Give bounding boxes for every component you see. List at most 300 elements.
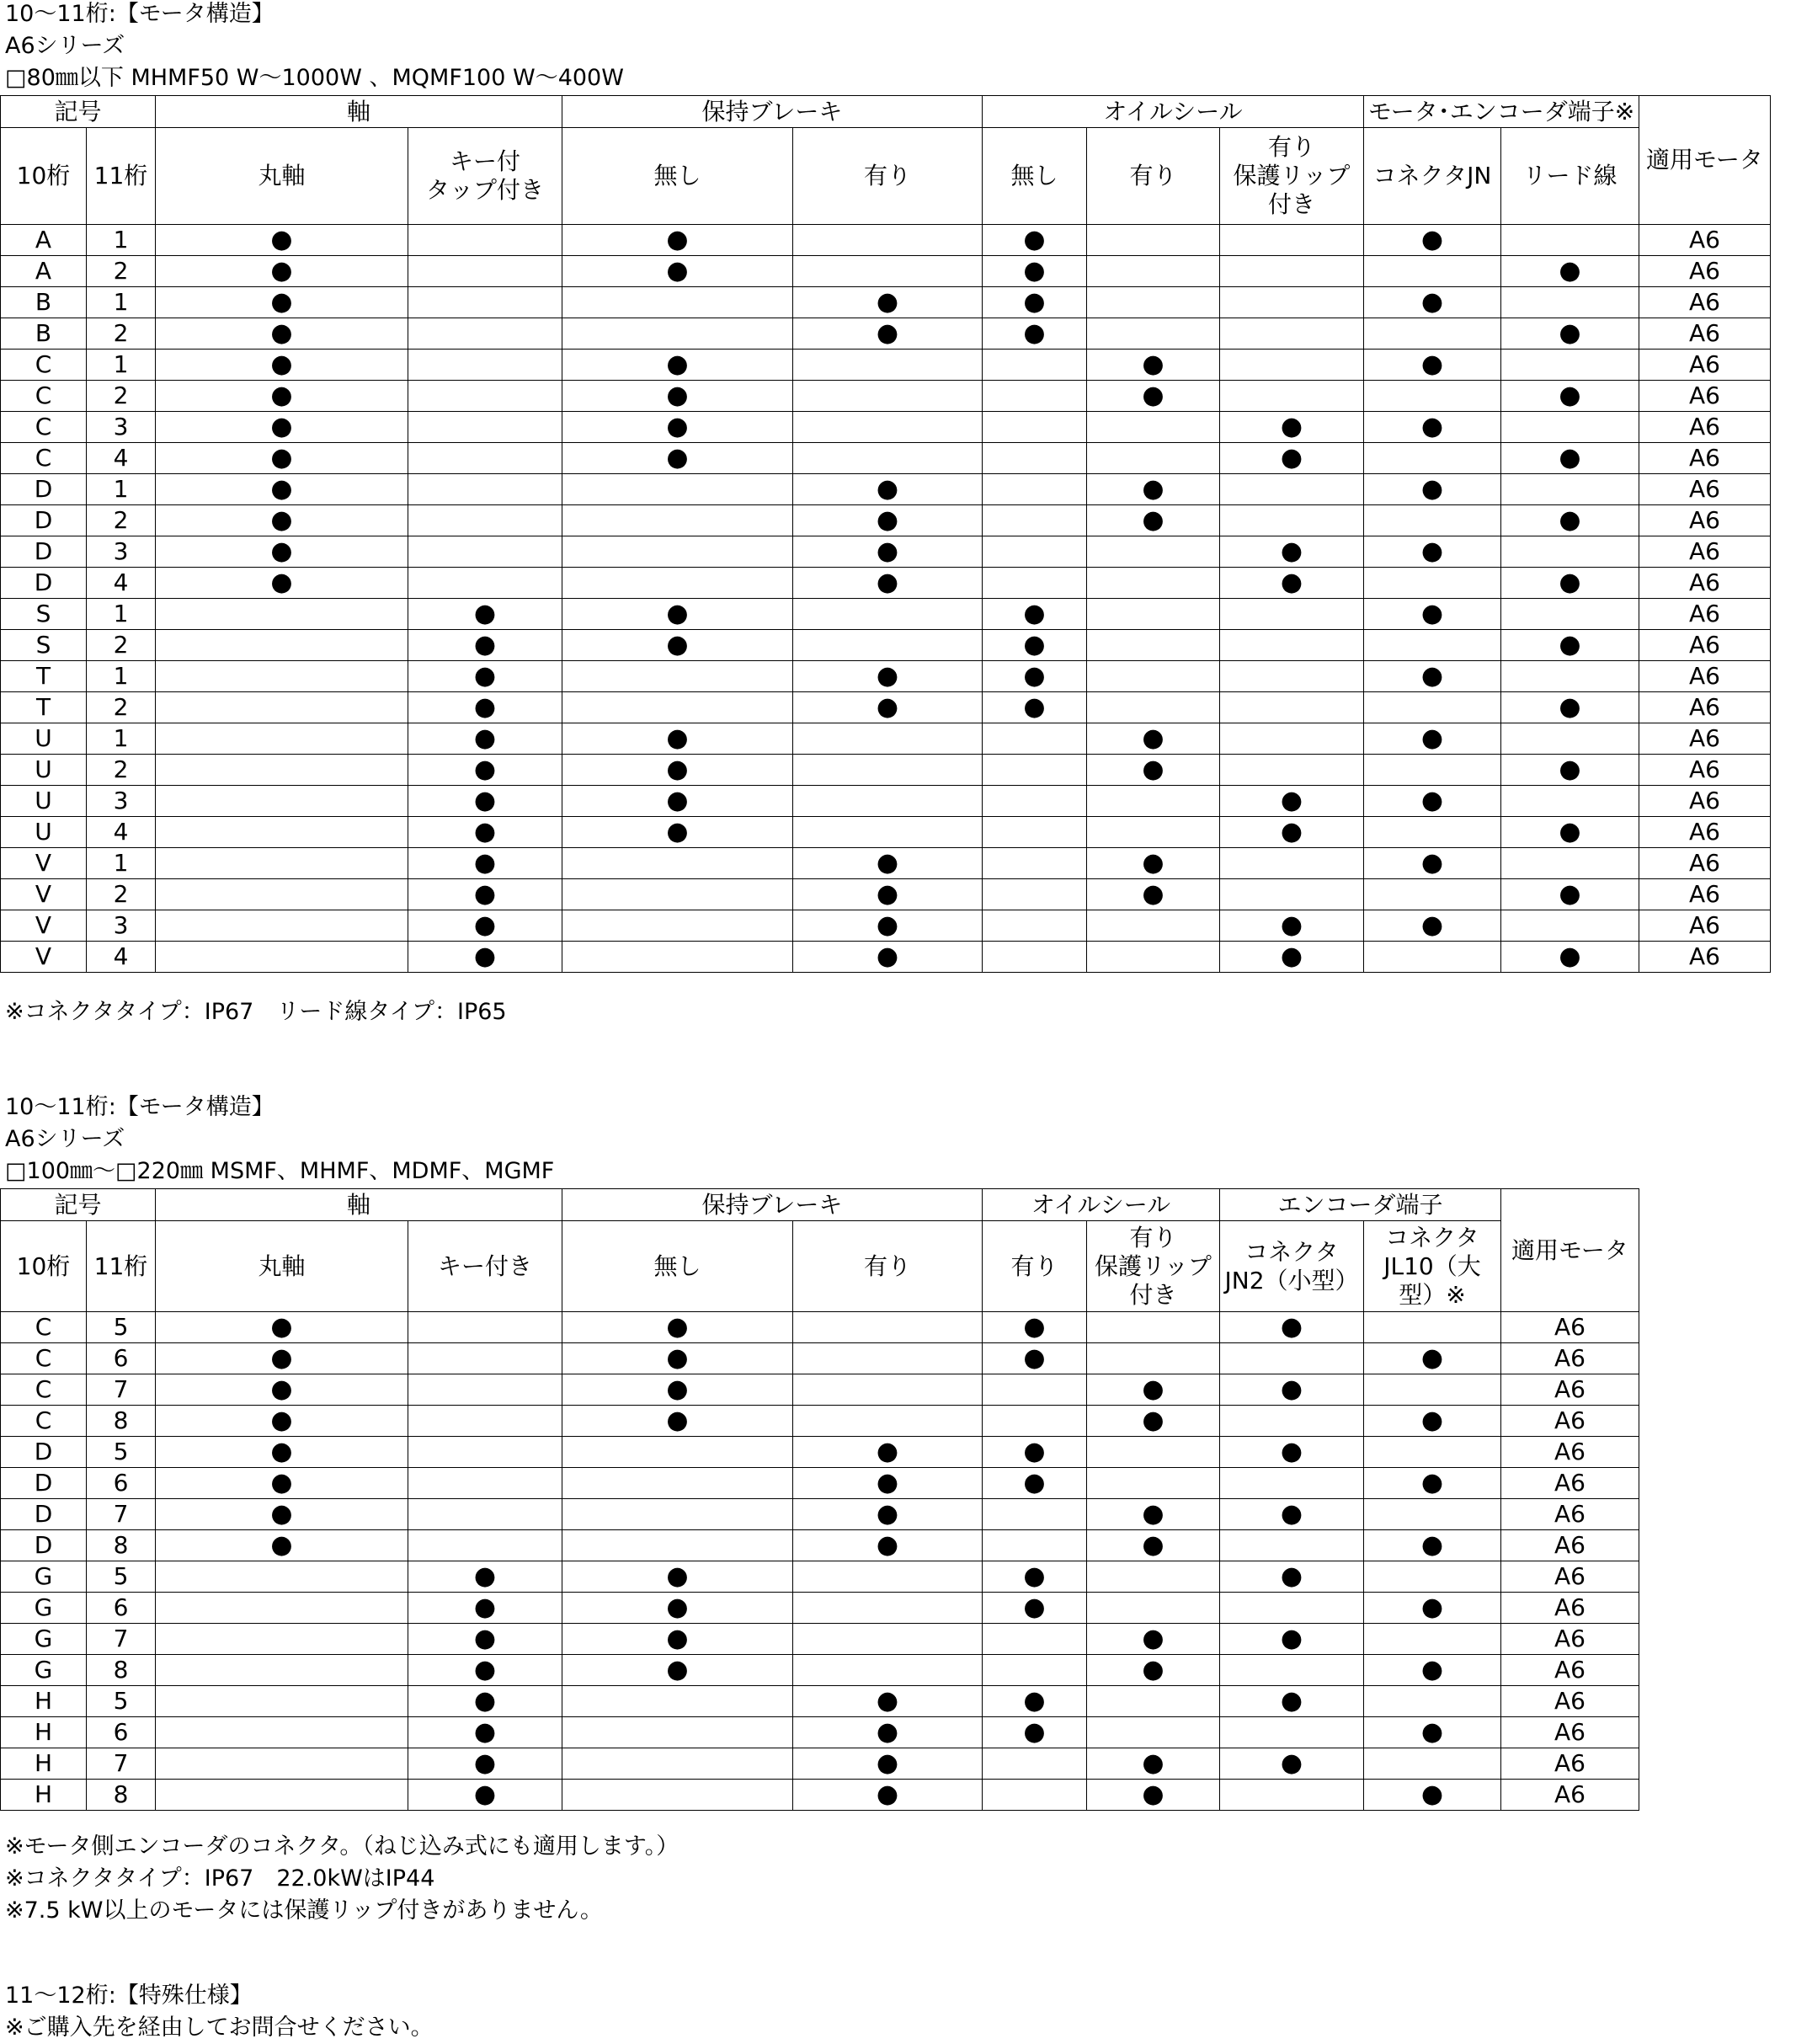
mark-cell bbox=[1220, 256, 1364, 287]
mark-cell bbox=[793, 1561, 983, 1593]
mark-cell bbox=[562, 1561, 793, 1593]
mark-cell bbox=[983, 1686, 1087, 1717]
mark-cell bbox=[562, 287, 793, 318]
filled-dot-mark: ● bbox=[1420, 848, 1444, 878]
mark-cell bbox=[1364, 1624, 1501, 1655]
mark-cell bbox=[1220, 1374, 1364, 1406]
filled-dot-mark: ● bbox=[666, 1593, 689, 1622]
mark-cell bbox=[1087, 786, 1220, 817]
mark-cell bbox=[156, 1499, 408, 1530]
digit10-cell: U bbox=[1, 723, 87, 755]
applicable-motor-cell: A6 bbox=[1501, 1406, 1639, 1437]
mark-cell bbox=[156, 443, 408, 474]
mark-cell bbox=[408, 1780, 562, 1811]
col-header-brake-yes: 有り bbox=[793, 128, 983, 225]
filled-dot-mark: ● bbox=[473, 1655, 497, 1684]
mark-cell bbox=[562, 1624, 793, 1655]
digit11-cell: 2 bbox=[87, 256, 156, 287]
filled-dot-mark: ● bbox=[1023, 1437, 1046, 1466]
mark-cell bbox=[1501, 630, 1639, 661]
mark-cell bbox=[1220, 1624, 1364, 1655]
filled-dot-mark: ● bbox=[1420, 1717, 1444, 1747]
mark-cell bbox=[562, 1717, 793, 1748]
filled-dot-mark: ● bbox=[473, 1686, 497, 1716]
mark-cell bbox=[1087, 1312, 1220, 1343]
section1-scope: □80㎜以下 MHMF50 W～1000W 、MQMF100 W～400W bbox=[5, 65, 624, 91]
filled-dot-mark: ● bbox=[666, 1312, 689, 1342]
filled-dot-mark: ● bbox=[666, 350, 689, 379]
mark-cell bbox=[1501, 536, 1639, 568]
mark-cell bbox=[408, 692, 562, 723]
mark-cell bbox=[408, 848, 562, 879]
mark-cell bbox=[1364, 1748, 1501, 1780]
mark-cell bbox=[156, 1593, 408, 1624]
mark-cell bbox=[562, 1499, 793, 1530]
filled-dot-mark: ● bbox=[270, 350, 293, 379]
mark-cell bbox=[1364, 318, 1501, 350]
filled-dot-mark: ● bbox=[1142, 1499, 1164, 1529]
mark-cell bbox=[983, 786, 1087, 817]
mark-cell bbox=[408, 318, 562, 350]
mark-cell bbox=[156, 568, 408, 599]
col-header-seal-yes: 有り bbox=[1087, 128, 1220, 225]
filled-dot-mark: ● bbox=[1420, 661, 1444, 691]
filled-dot-mark: ● bbox=[1023, 1561, 1046, 1591]
mark-cell bbox=[793, 381, 983, 412]
mark-cell bbox=[1220, 599, 1364, 630]
mark-cell bbox=[1220, 1468, 1364, 1499]
digit11-cell: 4 bbox=[87, 817, 156, 848]
filled-dot-mark: ● bbox=[1142, 1748, 1164, 1778]
digit10-cell: C bbox=[1, 1406, 87, 1437]
filled-dot-mark: ● bbox=[473, 755, 497, 784]
mark-cell bbox=[156, 630, 408, 661]
digit11-cell: 5 bbox=[87, 1561, 156, 1593]
filled-dot-mark: ● bbox=[1280, 568, 1303, 597]
digit10-cell: S bbox=[1, 599, 87, 630]
mark-cell bbox=[562, 692, 793, 723]
filled-dot-mark: ● bbox=[473, 692, 497, 722]
mark-cell bbox=[1087, 1468, 1220, 1499]
table-row bbox=[1, 287, 1771, 318]
applicable-motor-cell: A6 bbox=[1639, 661, 1771, 692]
filled-dot-mark: ● bbox=[876, 536, 899, 566]
digit11-cell: 2 bbox=[87, 630, 156, 661]
mark-cell bbox=[1087, 256, 1220, 287]
mark-cell bbox=[1501, 225, 1639, 256]
mark-cell bbox=[408, 350, 562, 381]
mark-cell bbox=[562, 1468, 793, 1499]
filled-dot-mark: ● bbox=[666, 443, 689, 472]
filled-dot-mark: ● bbox=[1280, 536, 1303, 566]
mark-cell bbox=[1220, 1561, 1364, 1593]
mark-cell bbox=[1220, 505, 1364, 536]
filled-dot-mark: ● bbox=[1023, 692, 1046, 722]
mark-cell bbox=[408, 1468, 562, 1499]
applicable-motor-cell: A6 bbox=[1639, 381, 1771, 412]
mark-cell bbox=[1364, 661, 1501, 692]
col-header-brake-yes: 有り bbox=[793, 1221, 983, 1312]
col-header-lead-wire: リード線 bbox=[1501, 128, 1639, 225]
filled-dot-mark: ● bbox=[1023, 1343, 1046, 1373]
table-row bbox=[1, 568, 1771, 599]
mark-cell bbox=[983, 1343, 1087, 1374]
filled-dot-mark: ● bbox=[1420, 1593, 1444, 1622]
digit10-cell: A bbox=[1, 256, 87, 287]
filled-dot-mark: ● bbox=[1420, 1406, 1444, 1435]
mark-cell bbox=[793, 755, 983, 786]
mark-cell bbox=[983, 661, 1087, 692]
digit11-cell: 1 bbox=[87, 599, 156, 630]
mark-cell bbox=[562, 1686, 793, 1717]
table-row bbox=[1, 879, 1771, 910]
section1-footnote: ※コネクタタイプ：IP67 リード線タイプ：IP65 bbox=[5, 999, 507, 1025]
mark-cell bbox=[156, 287, 408, 318]
mark-cell bbox=[562, 630, 793, 661]
mark-cell bbox=[1364, 630, 1501, 661]
mark-cell bbox=[1220, 568, 1364, 599]
applicable-motor-cell: A6 bbox=[1639, 505, 1771, 536]
mark-cell bbox=[156, 1468, 408, 1499]
mark-cell bbox=[793, 1312, 983, 1343]
mark-cell bbox=[156, 1530, 408, 1561]
filled-dot-mark: ● bbox=[473, 661, 497, 691]
mark-cell bbox=[1364, 536, 1501, 568]
mark-cell bbox=[1501, 318, 1639, 350]
digit10-cell: G bbox=[1, 1593, 87, 1624]
filled-dot-mark: ● bbox=[1142, 723, 1164, 753]
table-row bbox=[1, 536, 1771, 568]
mark-cell bbox=[1087, 318, 1220, 350]
table-row bbox=[1, 474, 1771, 505]
section1-series: A6シリーズ bbox=[5, 33, 125, 59]
digit11-cell: 6 bbox=[87, 1593, 156, 1624]
filled-dot-mark: ● bbox=[1420, 599, 1444, 628]
group-header-shaft: 軸 bbox=[156, 1189, 562, 1221]
digit11-cell: 2 bbox=[87, 879, 156, 910]
mark-cell bbox=[408, 1374, 562, 1406]
mark-cell bbox=[1220, 1437, 1364, 1468]
mark-cell bbox=[156, 350, 408, 381]
digit10-cell: C bbox=[1, 1312, 87, 1343]
filled-dot-mark: ● bbox=[1023, 1717, 1046, 1747]
mark-cell bbox=[983, 910, 1087, 942]
digit10-cell: A bbox=[1, 225, 87, 256]
filled-dot-mark: ● bbox=[1280, 817, 1303, 846]
mark-cell bbox=[1364, 1780, 1501, 1811]
digit11-cell: 1 bbox=[87, 848, 156, 879]
filled-dot-mark: ● bbox=[1559, 755, 1581, 784]
applicable-motor-cell: A6 bbox=[1639, 879, 1771, 910]
table-row bbox=[1, 1624, 1639, 1655]
digit11-cell: 5 bbox=[87, 1437, 156, 1468]
mark-cell bbox=[408, 661, 562, 692]
table-row bbox=[1, 848, 1771, 879]
digit11-cell: 6 bbox=[87, 1717, 156, 1748]
mark-cell bbox=[983, 1655, 1087, 1686]
filled-dot-mark: ● bbox=[876, 1437, 899, 1466]
mark-cell bbox=[1087, 350, 1220, 381]
filled-dot-mark: ● bbox=[1142, 381, 1164, 410]
filled-dot-mark: ● bbox=[473, 630, 497, 659]
mark-cell bbox=[156, 1655, 408, 1686]
filled-dot-mark: ● bbox=[666, 599, 689, 628]
digit10-cell: T bbox=[1, 661, 87, 692]
filled-dot-mark: ● bbox=[1420, 536, 1444, 566]
filled-dot-mark: ● bbox=[1420, 474, 1444, 504]
mark-cell bbox=[1364, 412, 1501, 443]
mark-cell bbox=[1501, 942, 1639, 973]
mark-cell bbox=[1087, 1686, 1220, 1717]
mark-cell bbox=[1501, 848, 1639, 879]
mark-cell bbox=[562, 817, 793, 848]
mark-cell bbox=[156, 225, 408, 256]
filled-dot-mark: ● bbox=[876, 1468, 899, 1497]
mark-cell bbox=[1364, 786, 1501, 817]
mark-cell bbox=[1087, 381, 1220, 412]
mark-cell bbox=[1087, 1748, 1220, 1780]
mark-cell bbox=[156, 536, 408, 568]
filled-dot-mark: ● bbox=[1023, 1312, 1046, 1342]
mark-cell bbox=[1087, 1717, 1220, 1748]
filled-dot-mark: ● bbox=[1023, 225, 1046, 254]
mark-cell bbox=[793, 723, 983, 755]
mark-cell bbox=[793, 1686, 983, 1717]
mark-cell bbox=[562, 910, 793, 942]
filled-dot-mark: ● bbox=[876, 505, 899, 535]
section3-heading: 11～12桁:【特殊仕様】 bbox=[5, 1983, 253, 2009]
mark-cell bbox=[793, 443, 983, 474]
digit11-cell: 3 bbox=[87, 412, 156, 443]
applicable-motor-cell: A6 bbox=[1501, 1343, 1639, 1374]
applicable-motor-cell: A6 bbox=[1639, 350, 1771, 381]
applicable-motor-cell: A6 bbox=[1639, 848, 1771, 879]
filled-dot-mark: ● bbox=[1142, 1530, 1164, 1560]
mark-cell bbox=[1364, 350, 1501, 381]
mark-cell bbox=[156, 1312, 408, 1343]
filled-dot-mark: ● bbox=[666, 1561, 689, 1591]
digit11-cell: 1 bbox=[87, 287, 156, 318]
mark-cell bbox=[408, 381, 562, 412]
mark-cell bbox=[983, 1624, 1087, 1655]
filled-dot-mark: ● bbox=[1023, 1593, 1046, 1622]
mark-cell bbox=[793, 786, 983, 817]
mark-cell bbox=[562, 1655, 793, 1686]
mark-cell bbox=[1220, 1312, 1364, 1343]
digit10-cell: D bbox=[1, 474, 87, 505]
mark-cell bbox=[983, 256, 1087, 287]
filled-dot-mark: ● bbox=[270, 474, 293, 504]
mark-cell bbox=[1220, 1780, 1364, 1811]
mark-cell bbox=[156, 412, 408, 443]
filled-dot-mark: ● bbox=[1420, 1468, 1444, 1497]
mark-cell bbox=[793, 1624, 983, 1655]
mark-cell bbox=[983, 536, 1087, 568]
col-header-keyed: キー付き bbox=[408, 1221, 562, 1312]
table-row bbox=[1, 1593, 1639, 1624]
mark-cell bbox=[156, 474, 408, 505]
mark-cell bbox=[1364, 1468, 1501, 1499]
mark-cell bbox=[562, 1780, 793, 1811]
digit10-cell: V bbox=[1, 910, 87, 942]
filled-dot-mark: ● bbox=[1142, 848, 1164, 878]
applicable-motor-cell: A6 bbox=[1639, 630, 1771, 661]
filled-dot-mark: ● bbox=[876, 1686, 899, 1716]
applicable-motor-cell: A6 bbox=[1639, 599, 1771, 630]
applicable-motor-cell: A6 bbox=[1501, 1624, 1639, 1655]
mark-cell bbox=[1087, 1561, 1220, 1593]
filled-dot-mark: ● bbox=[270, 412, 293, 441]
mark-cell bbox=[983, 474, 1087, 505]
filled-dot-mark: ● bbox=[666, 630, 689, 659]
table-body bbox=[1, 225, 1771, 973]
mark-cell bbox=[156, 755, 408, 786]
table-row bbox=[1, 505, 1771, 536]
mark-cell bbox=[1220, 225, 1364, 256]
mark-cell bbox=[793, 1343, 983, 1374]
mark-cell bbox=[1087, 225, 1220, 256]
mark-cell bbox=[1220, 381, 1364, 412]
table-row bbox=[1, 786, 1771, 817]
filled-dot-mark: ● bbox=[1559, 817, 1581, 846]
filled-dot-mark: ● bbox=[1142, 879, 1164, 909]
table-row bbox=[1, 661, 1771, 692]
digit11-cell: 4 bbox=[87, 568, 156, 599]
mark-cell bbox=[408, 536, 562, 568]
mark-cell bbox=[1087, 1530, 1220, 1561]
applicable-motor-cell: A6 bbox=[1501, 1686, 1639, 1717]
mark-cell bbox=[983, 1374, 1087, 1406]
section2-footnote-3: ※7.5 kW以上のモータには保護リップ付きがありません。 bbox=[5, 1897, 603, 1924]
group-header-code: 記号 bbox=[1, 96, 156, 128]
mark-cell bbox=[408, 287, 562, 318]
mark-cell bbox=[562, 848, 793, 879]
mark-cell bbox=[793, 1530, 983, 1561]
filled-dot-mark: ● bbox=[270, 536, 293, 566]
digit11-cell: 1 bbox=[87, 225, 156, 256]
filled-dot-mark: ● bbox=[473, 942, 497, 971]
mark-cell bbox=[1220, 1748, 1364, 1780]
mark-cell bbox=[793, 350, 983, 381]
applicable-motor-cell: A6 bbox=[1501, 1717, 1639, 1748]
mark-cell bbox=[562, 350, 793, 381]
mark-cell bbox=[156, 1561, 408, 1593]
filled-dot-mark: ● bbox=[1559, 568, 1581, 597]
mark-cell bbox=[1087, 755, 1220, 786]
mark-cell bbox=[1501, 599, 1639, 630]
applicable-motor-cell: A6 bbox=[1639, 910, 1771, 942]
filled-dot-mark: ● bbox=[1280, 443, 1303, 472]
applicable-motor-cell: A6 bbox=[1501, 1655, 1639, 1686]
filled-dot-mark: ● bbox=[666, 381, 689, 410]
filled-dot-mark: ● bbox=[876, 661, 899, 691]
mark-cell bbox=[1220, 1499, 1364, 1530]
filled-dot-mark: ● bbox=[1023, 1468, 1046, 1497]
filled-dot-mark: ● bbox=[1142, 1624, 1164, 1653]
mark-cell bbox=[793, 1437, 983, 1468]
mark-cell bbox=[1501, 474, 1639, 505]
mark-cell bbox=[408, 505, 562, 536]
filled-dot-mark: ● bbox=[1142, 1406, 1164, 1435]
mark-cell bbox=[983, 599, 1087, 630]
mark-cell bbox=[562, 661, 793, 692]
mark-cell bbox=[793, 661, 983, 692]
digit11-cell: 4 bbox=[87, 942, 156, 973]
digit10-cell: D bbox=[1, 1468, 87, 1499]
mark-cell bbox=[156, 910, 408, 942]
table-row bbox=[1, 1437, 1639, 1468]
mark-cell bbox=[1087, 1374, 1220, 1406]
mark-cell bbox=[983, 1780, 1087, 1811]
mark-cell bbox=[1220, 412, 1364, 443]
digit11-cell: 7 bbox=[87, 1748, 156, 1780]
mark-cell bbox=[793, 412, 983, 443]
mark-cell bbox=[1220, 1686, 1364, 1717]
mark-cell bbox=[1087, 879, 1220, 910]
mark-cell bbox=[562, 1312, 793, 1343]
mark-cell bbox=[1364, 505, 1501, 536]
filled-dot-mark: ● bbox=[666, 1374, 689, 1404]
mark-cell bbox=[156, 318, 408, 350]
mark-cell bbox=[983, 412, 1087, 443]
mark-cell bbox=[1220, 1717, 1364, 1748]
filled-dot-mark: ● bbox=[270, 568, 293, 597]
mark-cell bbox=[793, 568, 983, 599]
digit11-cell: 6 bbox=[87, 1468, 156, 1499]
mark-cell bbox=[156, 1717, 408, 1748]
col-header-connector-jn: コネクタJN bbox=[1364, 128, 1501, 225]
mark-cell bbox=[562, 879, 793, 910]
mark-cell bbox=[408, 942, 562, 973]
filled-dot-mark: ● bbox=[666, 1406, 689, 1435]
digit10-cell: U bbox=[1, 786, 87, 817]
filled-dot-mark: ● bbox=[1023, 599, 1046, 628]
applicable-motor-cell: A6 bbox=[1639, 474, 1771, 505]
filled-dot-mark: ● bbox=[1023, 661, 1046, 691]
mark-cell bbox=[408, 1593, 562, 1624]
mark-cell bbox=[1220, 630, 1364, 661]
mark-cell bbox=[793, 287, 983, 318]
mark-cell bbox=[408, 1748, 562, 1780]
filled-dot-mark: ● bbox=[1142, 755, 1164, 784]
digit11-cell: 1 bbox=[87, 350, 156, 381]
mark-cell bbox=[562, 568, 793, 599]
applicable-motor-cell: A6 bbox=[1639, 755, 1771, 786]
filled-dot-mark: ● bbox=[1280, 942, 1303, 971]
motor-structure-table-small bbox=[0, 95, 1771, 973]
filled-dot-mark: ● bbox=[1280, 1312, 1303, 1342]
table-row bbox=[1, 723, 1771, 755]
mark-cell bbox=[1220, 1530, 1364, 1561]
mark-cell bbox=[1220, 474, 1364, 505]
applicable-motor-cell: A6 bbox=[1639, 256, 1771, 287]
digit10-cell: V bbox=[1, 879, 87, 910]
filled-dot-mark: ● bbox=[666, 1343, 689, 1373]
filled-dot-mark: ● bbox=[270, 1530, 293, 1560]
mark-cell bbox=[1501, 256, 1639, 287]
filled-dot-mark: ● bbox=[1559, 443, 1581, 472]
mark-cell bbox=[1087, 474, 1220, 505]
mark-cell bbox=[983, 568, 1087, 599]
mark-cell bbox=[1501, 568, 1639, 599]
mark-cell bbox=[1364, 1312, 1501, 1343]
filled-dot-mark: ● bbox=[1420, 1343, 1444, 1373]
applicable-motor-cell: A6 bbox=[1639, 287, 1771, 318]
mark-cell bbox=[562, 942, 793, 973]
digit10-cell: G bbox=[1, 1561, 87, 1593]
applicable-motor-cell: A6 bbox=[1639, 318, 1771, 350]
mark-cell bbox=[983, 1593, 1087, 1624]
